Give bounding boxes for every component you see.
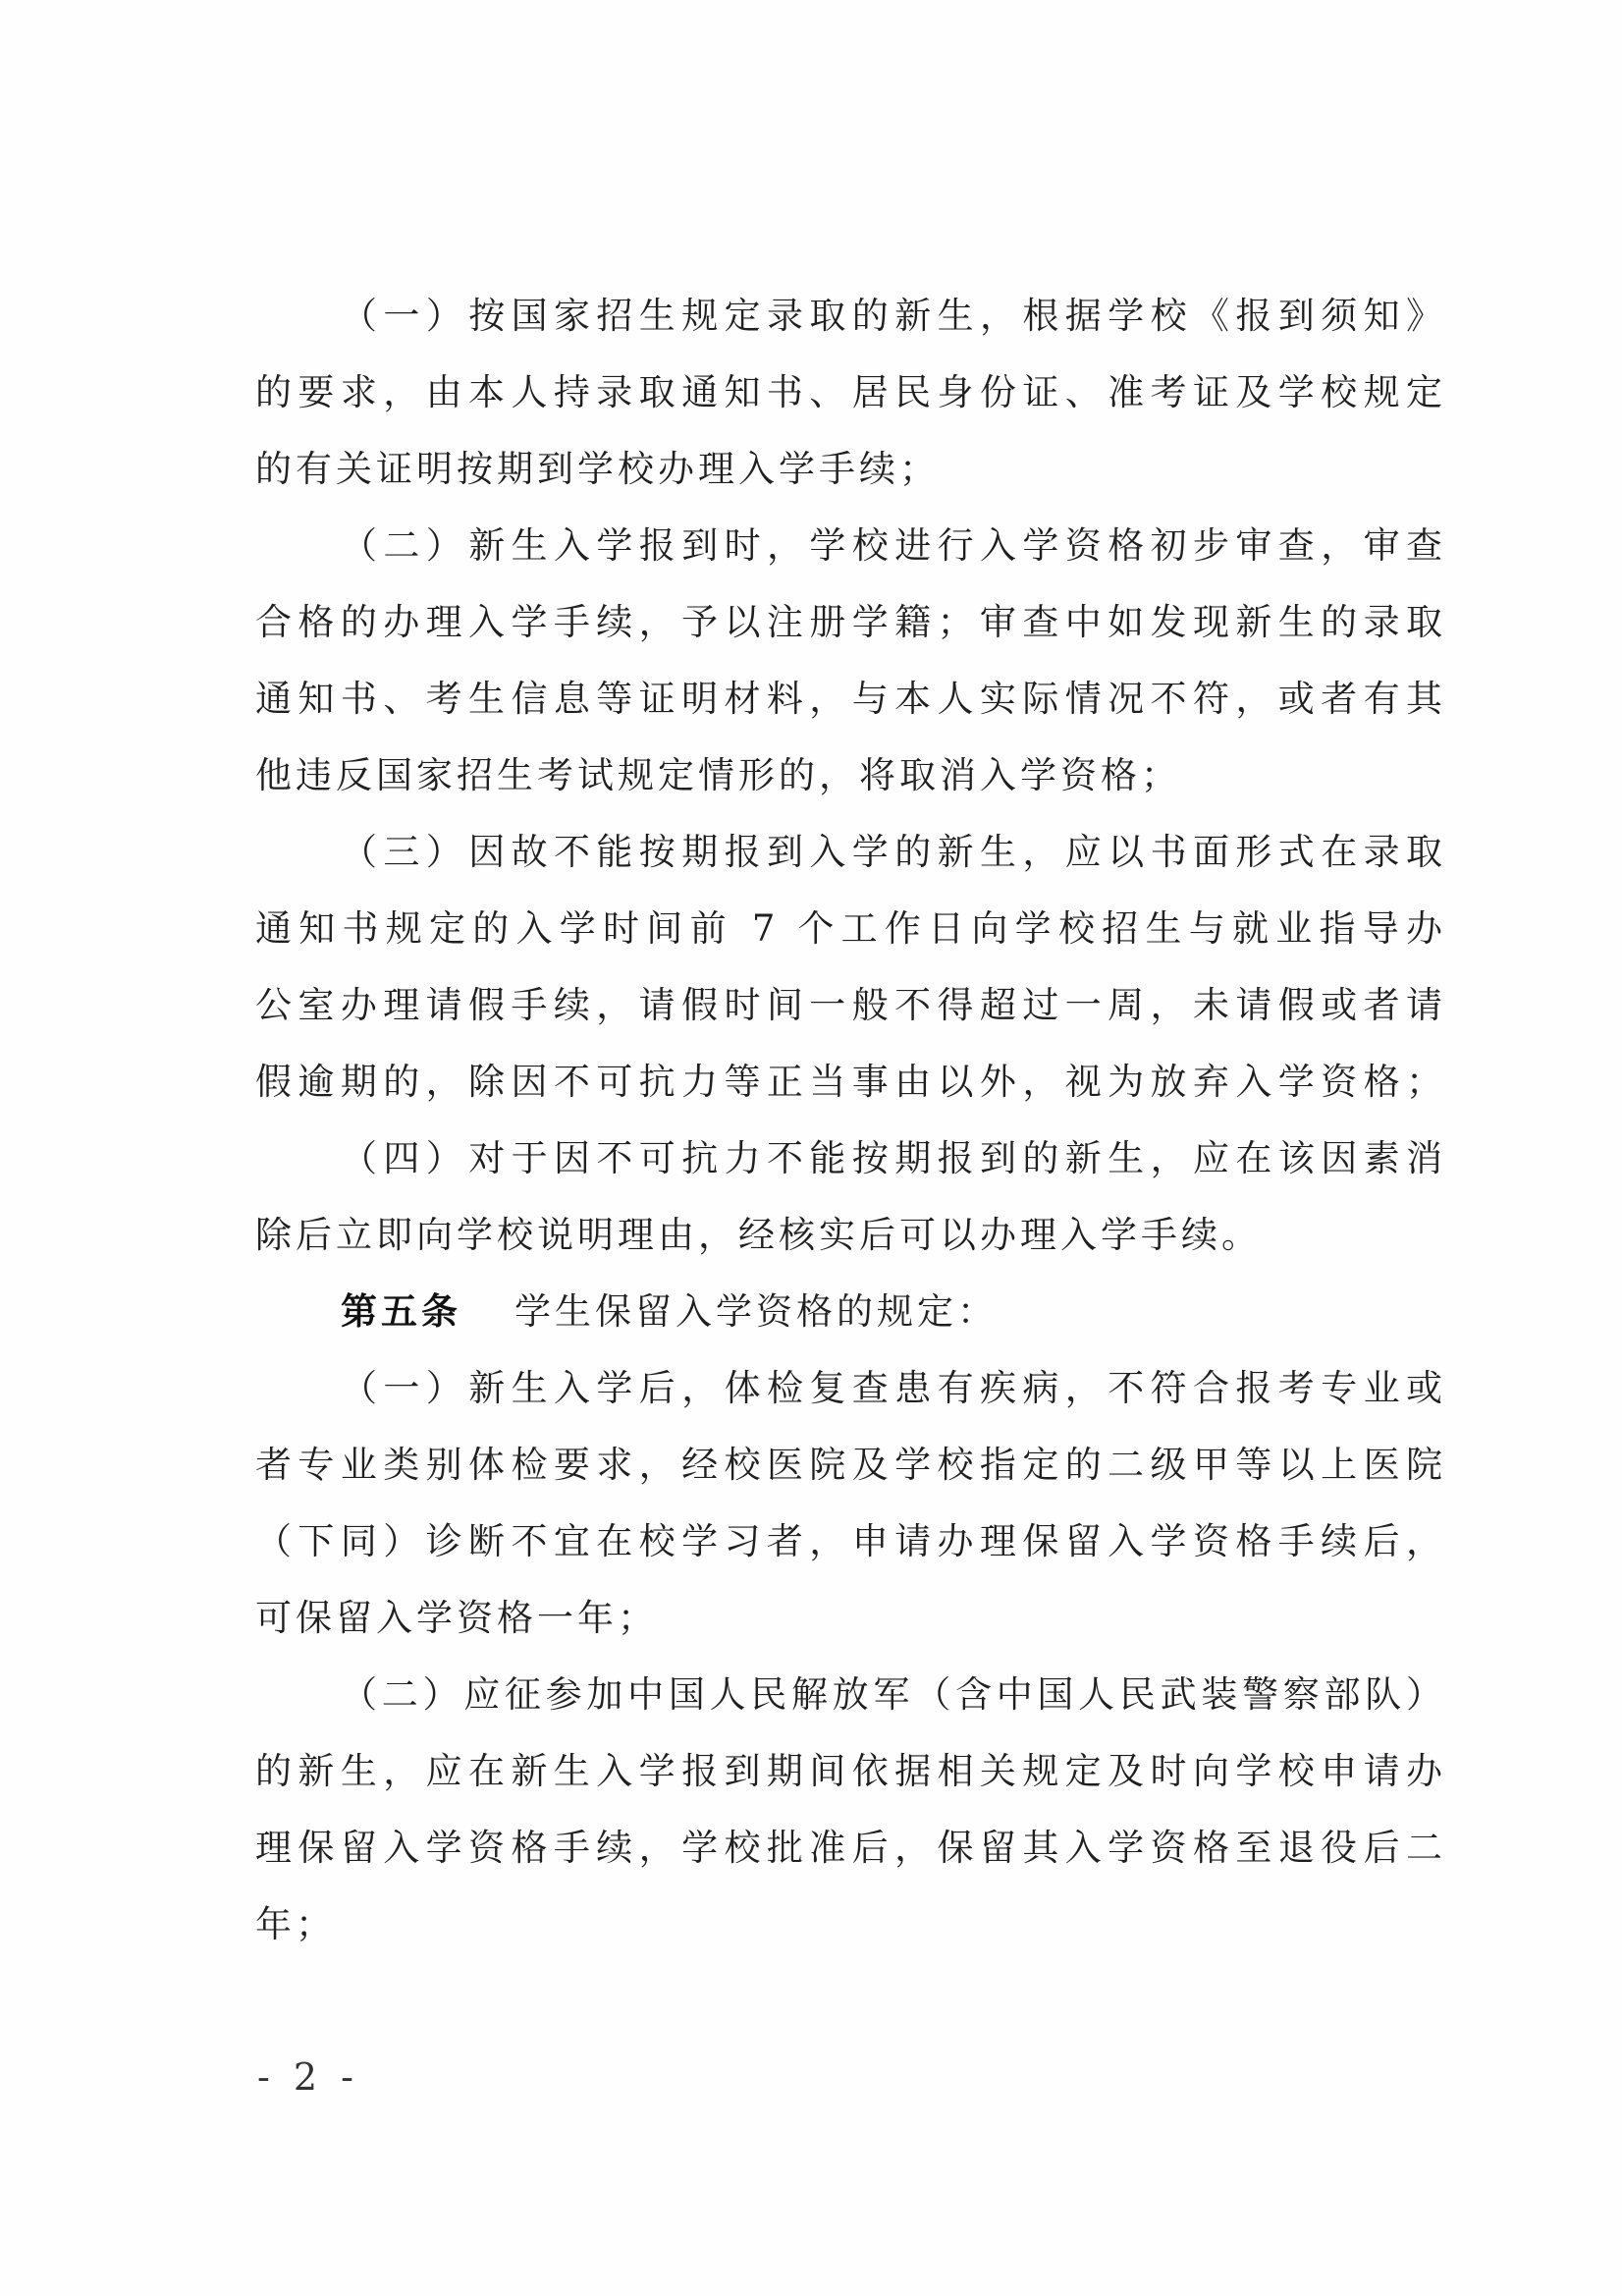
article-title-line bbox=[255, 1274, 1446, 1350]
text-line: 通知书规定的入学时间前 7 个工作日向学校招生与就业指导办 bbox=[255, 907, 1446, 950]
text-line: （四）对于因不可抗力不能按期报到的新生，应在该因素消 bbox=[341, 1137, 1446, 1179]
paragraph bbox=[255, 1121, 1446, 1274]
text-line: 年； bbox=[255, 1903, 336, 1945]
text-line: 者专业类别体检要求，经校医院及学校指定的二级甲等以上医院 bbox=[255, 1444, 1446, 1486]
text-line: （一）新生入学后，体检复查患有疾病，不符合报考专业或 bbox=[341, 1367, 1446, 1409]
text-line: 的有关证明按期到学校办理入学手续； bbox=[255, 448, 940, 490]
paragraph bbox=[255, 278, 1446, 508]
text-line: 公室办理请假手续，请假时间一般不得超过一周，未请假或者请 bbox=[255, 984, 1446, 1026]
text-line: 假逾期的，除因不可抗力等正当事由以外，视为放弃入学资格； bbox=[255, 1061, 1446, 1103]
text-line: （三）因故不能按期报到入学的新生，应以书面形式在录取 bbox=[341, 831, 1446, 873]
paragraph bbox=[255, 1657, 1446, 1963]
page-number: - 2 - bbox=[257, 2055, 360, 2099]
paragraph bbox=[255, 508, 1446, 814]
text-line: （二）应征参加中国人民解放军（含中国人民武装警察部队） bbox=[341, 1673, 1446, 1716]
article-label: 第五条 bbox=[341, 1290, 461, 1333]
text-line: 通知书、考生信息等证明材料，与本人实际情况不符，或者有其 bbox=[255, 678, 1446, 720]
text-line: 的新生，应在新生入学报到期间依据相关规定及时向学校申请办 bbox=[255, 1750, 1446, 1792]
text-line: 他违反国家招生考试规定情形的，将取消入学资格； bbox=[255, 754, 1181, 796]
paragraph bbox=[255, 1350, 1446, 1657]
text-line: （二）新生入学报到时，学校进行入学资格初步审查，审查 bbox=[341, 524, 1446, 567]
text-line: 可保留入学资格一年； bbox=[255, 1597, 658, 1639]
text-line: 除后立即向学校说明理由，经核实后可以办理入学手续。 bbox=[255, 1214, 1262, 1256]
body-text bbox=[255, 278, 1446, 1963]
text-line: 的要求，由本人持录取通知书、居民身份证、准考证及学校规定 bbox=[255, 371, 1446, 413]
text-line: 理保留入学资格手续，学校批准后，保留其入学资格至退役后二 bbox=[255, 1827, 1446, 1869]
article-heading: 学生保留入学资格的规定： bbox=[514, 1290, 998, 1333]
text-line: 合格的办理入学手续，予以注册学籍；审查中如发现新生的录取 bbox=[255, 601, 1446, 643]
text-line: （下同）诊断不宜在校学习者，申请办理保留入学资格手续后， bbox=[255, 1520, 1446, 1562]
paragraph bbox=[255, 814, 1446, 1121]
text-line: （一）按国家招生规定录取的新生，根据学校《报到须知》 bbox=[341, 295, 1446, 337]
